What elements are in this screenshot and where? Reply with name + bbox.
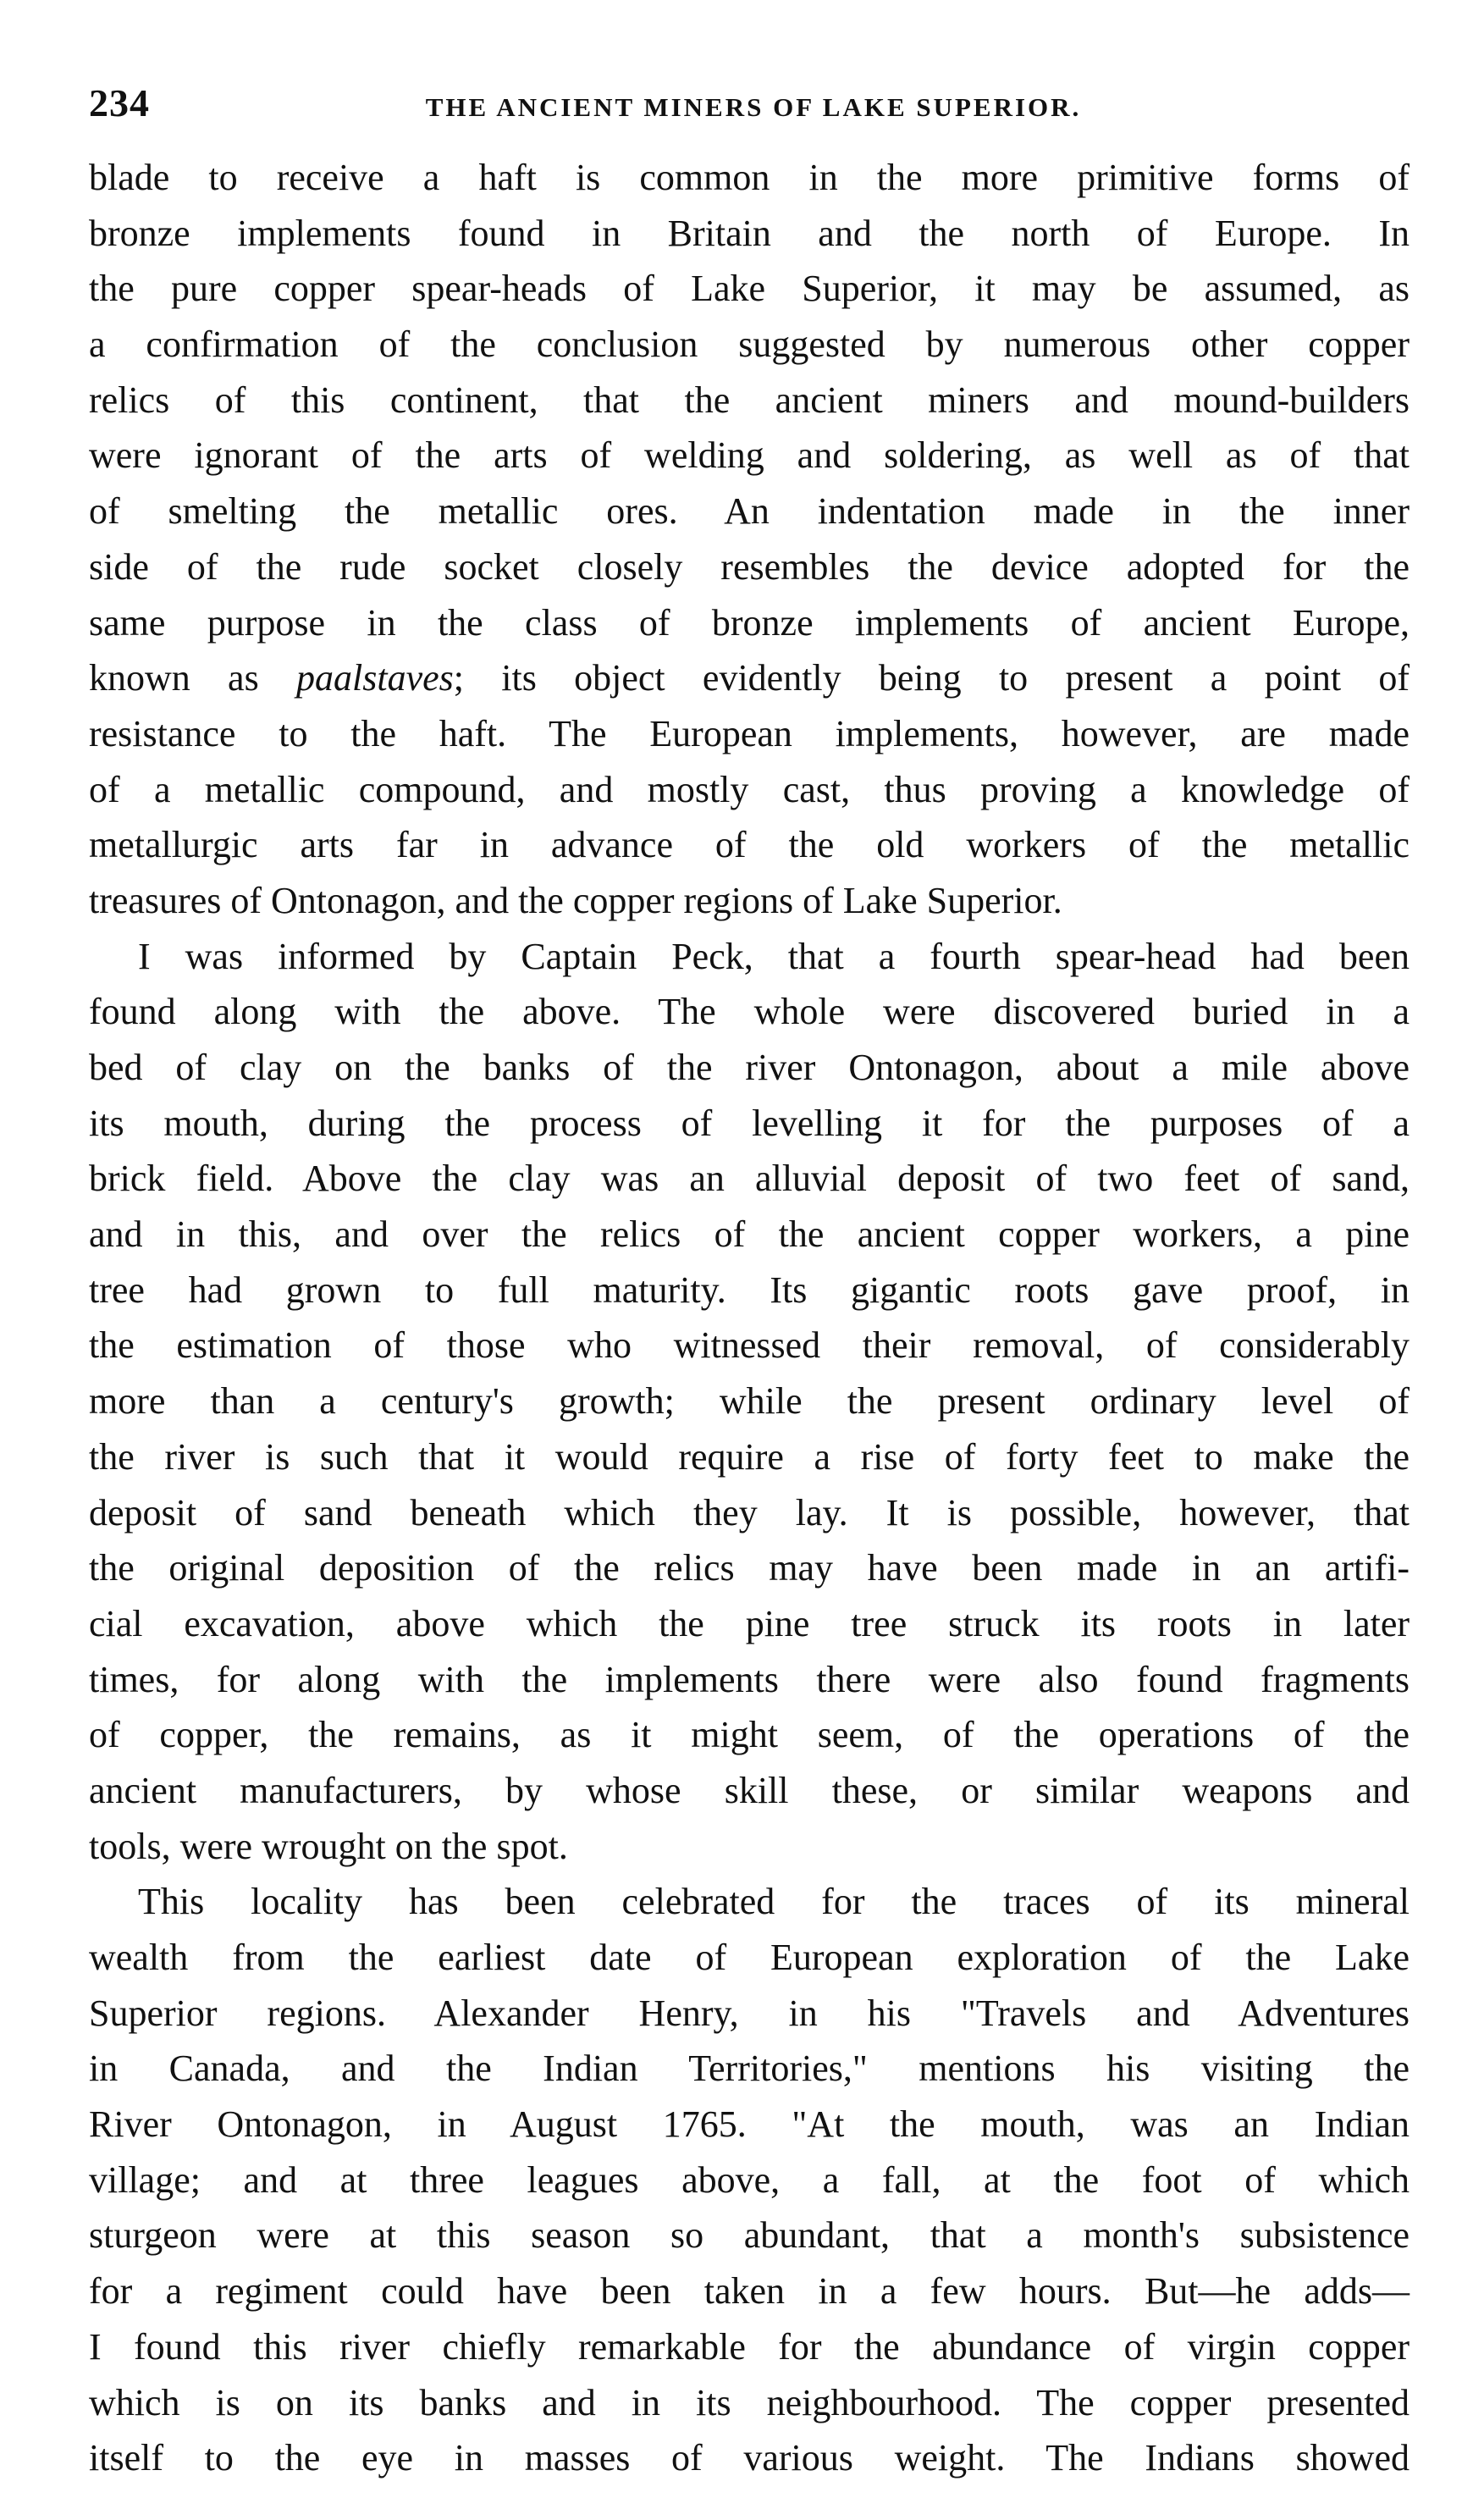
text-line: blade to receive a haft is common in the more primitive forms of bbox=[89, 157, 1410, 198]
body-text bbox=[89, 150, 1410, 2486]
text-line: the estimation of those who witnessed their removal, of considerably bbox=[89, 1324, 1410, 1367]
text-line: same purpose in the class of bronze implements of ancient Europe, bbox=[89, 601, 1410, 644]
text-line: tools, were wrought on the spot. bbox=[89, 1825, 568, 1867]
text-line: in Canada, and the Indian Territories," mentions his visiting the bbox=[89, 2048, 1410, 2090]
text-line: relics of this continent, that the ancient miners and mound-builders bbox=[89, 379, 1410, 421]
text-line: wealth from the earliest date of European exploration of the Lake bbox=[89, 1937, 1410, 1978]
text-line: the river is such that it would require a rise of forty feet to make the bbox=[89, 1435, 1410, 1478]
text-line: its mouth, during the process of levelling it for the purposes of a bbox=[89, 1102, 1410, 1144]
text-line: were ignorant of the arts of welding and soldering, as well as of that bbox=[89, 434, 1410, 477]
text-line: resistance to the haft. The European implements, however, are made bbox=[89, 712, 1410, 754]
text-line: side of the rude socket closely resembles the device adopted for the bbox=[89, 545, 1410, 588]
text-line: more than a century's growth; while the present ordinary level of bbox=[89, 1380, 1410, 1423]
text-line: of copper, the remains, as it might seem, of the operations of the bbox=[89, 1714, 1410, 1756]
text-line: I was informed by Captain Peck, that a fourth spear-head had been bbox=[138, 935, 1410, 977]
text-line: metallurgic arts far in advance of the old workers of the metallic bbox=[89, 824, 1410, 866]
text-line: itself to the eye in masses of various weight. The Indians showed bbox=[89, 2437, 1410, 2479]
text-line: tree had grown to full maturity. Its gigantic roots gave proof, in bbox=[89, 1268, 1410, 1311]
text-line: deposit of sand beneath which they lay. It is possible, however, that bbox=[89, 1491, 1410, 1534]
book-page bbox=[89, 80, 1410, 2486]
text-line: times, for along with the implements there were also found fragments bbox=[89, 1658, 1410, 1700]
text-line: River Ontonagon, in August 1765. "At the mouth, was an Indian bbox=[89, 2103, 1410, 2146]
page-number: 234 bbox=[89, 81, 150, 124]
text-line: village; and at three leagues above, a fall, at the foot of which bbox=[89, 2158, 1410, 2201]
text-line: the pure copper spear-heads of Lake Superior, it may be assumed, as bbox=[89, 268, 1410, 310]
text-line: treasures of Ontonagon, and the copper regions of Lake Superior. bbox=[89, 879, 1062, 921]
text-line: bronze implements found in Britain and the north of Europe. In bbox=[89, 212, 1410, 254]
text-line: of smelting the metallic ores. An indentation made in the inner bbox=[89, 490, 1410, 533]
running-head: THE ANCIENT MINERS OF LAKE SUPERIOR. bbox=[425, 92, 1082, 122]
text-line: brick field. Above the clay was an alluvial deposit of two feet of sand, bbox=[89, 1158, 1410, 1200]
text-line: and in this, and over the relics of the ancient copper workers, a pine bbox=[89, 1213, 1410, 1256]
text-line: sturgeon were at this season so abundant, that a month's subsistence bbox=[89, 2214, 1410, 2257]
text-line: a confirmation of the conclusion suggested by numerous other copper bbox=[89, 323, 1410, 366]
text-line: I found this river chiefly remarkable for the abundance of virgin copper bbox=[89, 2325, 1410, 2368]
text-line: known as paalstaves; its object evidently being to present a point of bbox=[89, 657, 1410, 699]
text-line: of a metallic compound, and mostly cast, thus proving a knowledge of bbox=[89, 768, 1410, 810]
text-line: bed of clay on the banks of the river Ontonagon, about a mile above bbox=[89, 1047, 1410, 1088]
text-line: the original deposition of the relics may have been made in an artifi- bbox=[89, 1547, 1410, 1589]
page-header bbox=[89, 80, 1410, 131]
text-line: ancient manufacturers, by whose skill these, or similar weapons and bbox=[89, 1769, 1410, 1811]
text-line: Superior regions. Alexander Henry, in his "Travels and Adventures bbox=[89, 1992, 1410, 2034]
text-line: cial excavation, above which the pine tree struck its roots in later bbox=[89, 1602, 1410, 1644]
text-line: found along with the above. The whole were discovered buried in a bbox=[89, 991, 1410, 1033]
text-line: This locality has been celebrated for the traces of its mineral bbox=[138, 1881, 1410, 1923]
text-line: for a regiment could have been taken in a few hours. But—he adds— bbox=[89, 2270, 1410, 2313]
text-line: which is on its banks and in its neighbourhood. The copper presented bbox=[89, 2381, 1410, 2423]
italic-term: paalstaves bbox=[296, 657, 454, 699]
